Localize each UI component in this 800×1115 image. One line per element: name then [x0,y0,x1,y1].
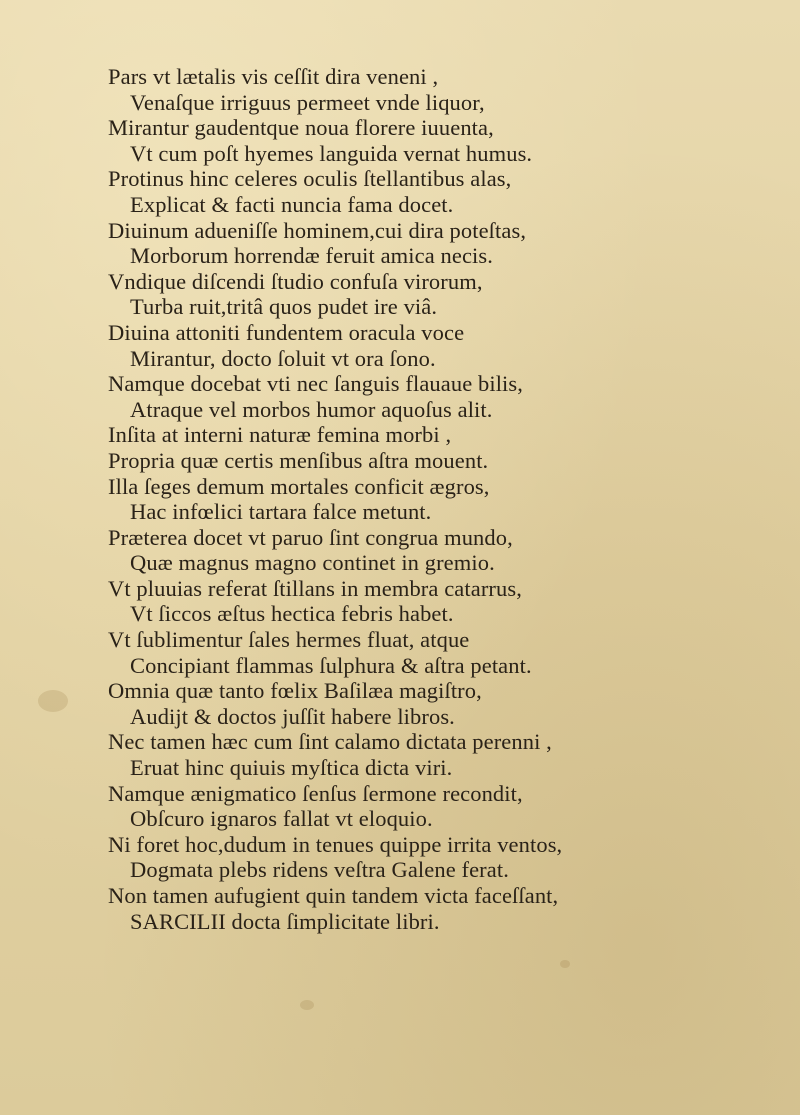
verse-line: Concipiant flammas ſulphura & aſtra petant. [130,652,532,678]
verse-line: Non tamen aufugient quin tandem victa faceſſant, [108,883,559,908]
verse-line: Hac infœlici tartara falce metunt. [130,499,432,525]
poem-text [108,64,788,934]
verse-line: Namque ænigmatico ſenſus ſermone recondit, [108,780,523,806]
verse-line: Vt ſiccos æſtus hectica febris habet. [130,601,454,627]
verse-line: Vndique diſcendi ſtudio confuſa virorum, [108,268,483,294]
paper-stain [38,690,68,712]
verse-line: Dogmata plebs ridens veſtra Galene ferat. [130,857,509,883]
verse-line: Vt cum poſt hyemes languida vernat humus. [130,140,533,166]
verse-line: Venaſque irriguus permeet vnde liquor, [130,89,485,115]
verse-line: Turba ruit,tritâ quos pudet ire viâ. [130,294,438,320]
verse-line: Nec tamen hæc cum ſint calamo dictata perenni , [108,729,552,755]
verse-line: Vt pluuias referat ſtillans in membra catarrus, [108,575,522,601]
verse-line: SARCILII docta ſimplicitate libri. [130,908,440,934]
verse-line: Omnia quæ tanto fœlix Baſilæa magiſtro, [108,678,482,704]
paper-stain [560,960,570,968]
verse-line: Protinus hinc celeres oculis ſtellantibus alas, [108,166,512,192]
verse-line: Audijt & doctos juſſit habere libros. [130,703,455,729]
verse-line: Mirantur, docto ſoluit vt ora ſono. [130,345,436,371]
verse-line: Mirantur gaudentque noua florere iuuenta, [108,115,494,141]
verse-line: Quæ magnus magno continet in gremio. [130,550,495,576]
verse-line: Morborum horrendæ feruit amica necis. [130,243,493,269]
verse-line: Pars vt lætalis vis ceſſit dira veneni , [108,64,439,89]
verse-line: Præterea docet vt paruo ſint congrua mundo, [108,524,513,550]
verse-line: Inſita at interni naturæ femina morbi , [108,422,452,448]
verse-line: Diuina attoniti fundentem oracula voce [108,319,465,345]
verse-line: Illa ſeges demum mortales conficit ægros, [108,473,490,499]
verse-line: Propria quæ certis menſibus aſtra mouent. [108,447,489,473]
verse-line: Ni foret hoc,dudum in tenues quippe irrita ventos, [108,831,563,857]
verse-line: Obſcuro ignaros fallat vt eloquio. [130,806,433,832]
paper-stain [300,1000,314,1010]
verse-line: Eruat hinc quiuis myſtica dicta viri. [130,755,453,781]
verse-line: Vt ſublimentur ſales hermes fluat, atque [108,627,470,653]
verse-line: Atraque vel morbos humor aquoſus alit. [130,396,493,422]
verse-line: Namque docebat vti nec ſanguis flauaue bilis, [108,371,523,397]
verse-line: Explicat & facti nuncia fama docet. [130,191,454,217]
verse-line: Diuinum adueniſſe hominem,cui dira poteſtas, [108,217,527,243]
